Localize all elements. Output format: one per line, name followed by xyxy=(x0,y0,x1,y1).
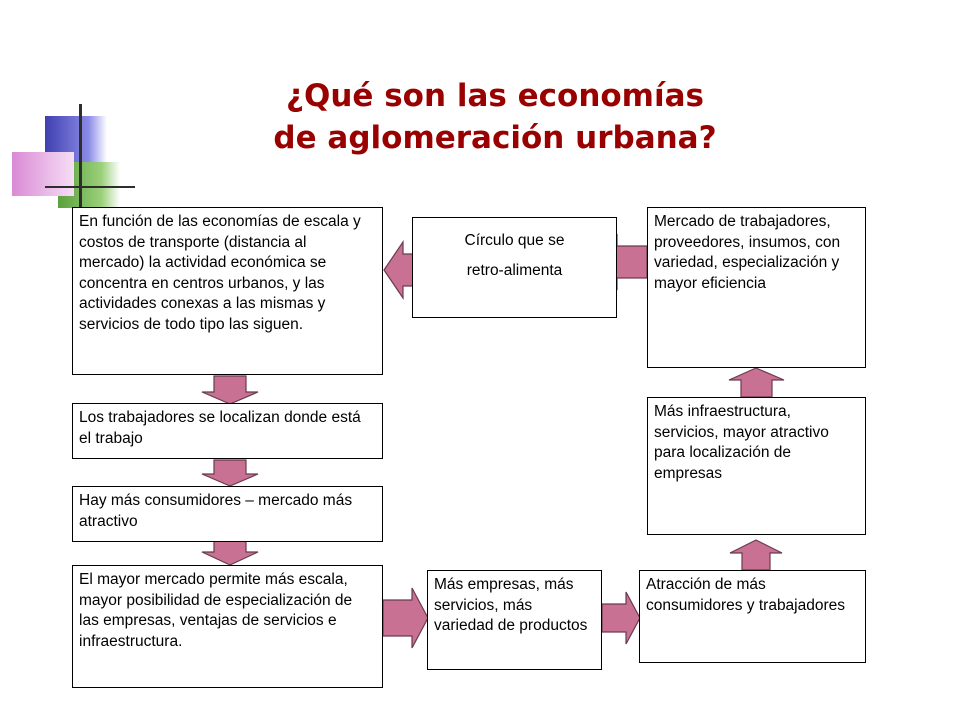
arrow-up-g-to-h xyxy=(729,368,784,397)
slide-title-line-2: de aglomeración urbana? xyxy=(273,120,717,156)
box-mas-consumidores: Hay más consumidores – mercado más atractivo xyxy=(72,486,383,542)
arrow-right-d-to-e xyxy=(383,588,428,648)
box-mayor-mercado: El mayor mercado permite más escala, mayor posibilidad de especialización de las empresas, ventajas de servicios e infraestructura. xyxy=(72,565,383,688)
circulo-line-1: Círculo que se xyxy=(464,232,565,249)
slide-title-line-1: ¿Qué son las economías xyxy=(286,78,704,114)
box-mas-infraestructura: Más infraestructura, servicios, mayor atractivo para localización de empresas xyxy=(647,397,866,535)
box-atraccion: Atracción de más consumidores y trabajadores xyxy=(639,570,866,663)
box-mercado-trabajadores: Mercado de trabajadores, proveedores, insumos, con variedad, especialización y mayor eficiencia xyxy=(647,207,866,368)
box-circulo-retroalimenta xyxy=(412,217,617,318)
box-trabajadores-localizan: Los trabajadores se localizan donde está el trabajo xyxy=(72,403,383,459)
arrow-down-b-to-c xyxy=(202,460,258,486)
circulo-line-2: retro-alimenta xyxy=(466,262,563,279)
arrow-up-f-to-g xyxy=(730,540,782,570)
arrow-right-e-to-f xyxy=(602,592,640,644)
arrow-down-a-to-b xyxy=(202,376,258,404)
box-economias-escala: En función de las economías de escala y costos de transporte (distancia al mercado) la actividad económica se concentra en centros urbanos, y las actividades conexas a las mismas y servicios de todo tipo las siguen. xyxy=(72,207,383,375)
box-mas-empresas: Más empresas, más servicios, más variedad de productos xyxy=(427,570,602,670)
